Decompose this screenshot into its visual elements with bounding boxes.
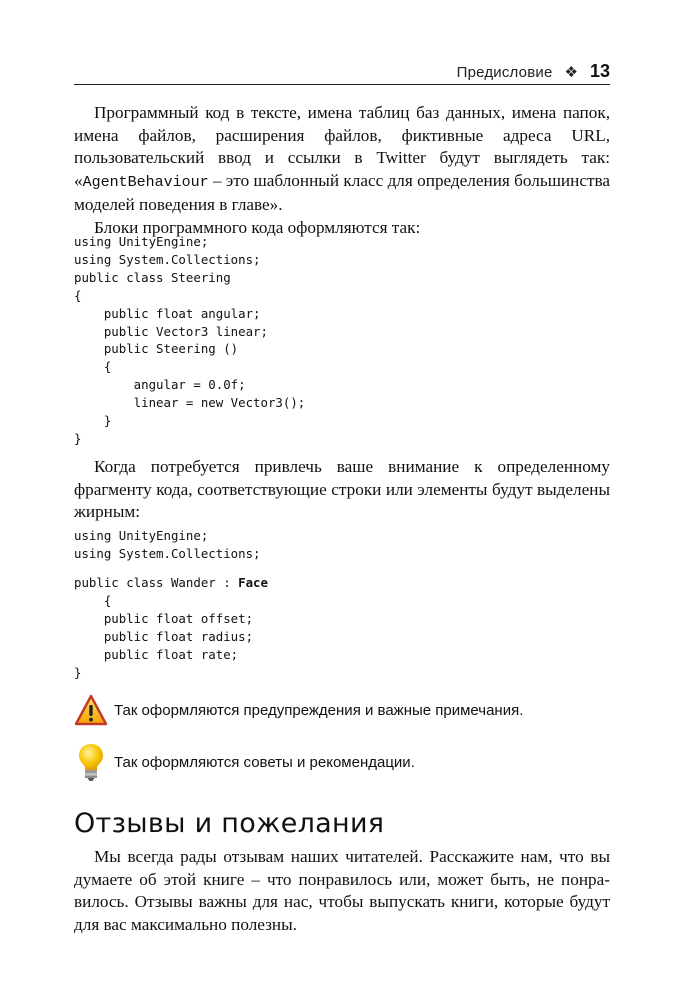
tip-note <box>74 742 610 782</box>
paragraph-feedback: Мы всегда рады отзывам наших читателей. Расскажите нам, что вы думаете об этой книге – что понравилось или, может быть, не понравилось. Отзывы важны для нас, чтобы выпускать книги, которые будут для вас максимально полезны. <box>74 847 610 934</box>
code-block-usings: using UnityEngine; using System.Collections; <box>74 528 261 561</box>
running-head <box>74 60 610 85</box>
intro-block <box>74 102 610 240</box>
inline-code-sample: AgentBehaviour <box>82 173 209 191</box>
paragraph-code-blocks: Блоки программного кода оформляются так: <box>94 217 421 237</box>
paragraph-bold-highlight: Когда потребуется привлечь ваше внимание к определенному фрагменту кода, соответствующие строки или элементы будут выделены жирным: <box>74 457 610 522</box>
paragraph-text: – это шаблонный класс для определения большинства моделей поведения в главе». <box>74 170 610 215</box>
warning-note <box>74 692 610 728</box>
warning-icon <box>74 690 108 730</box>
warning-note-text: Так оформляются предупреждения и важные примечания. <box>114 701 524 719</box>
code-block-steering: using UnityEngine; using System.Collections; public class Steering { public float angular; public Vector3 linear; public Steering () { angular = 0.0f; linear = new Vector3(); } } <box>74 234 306 446</box>
page-number: 13 <box>589 61 610 81</box>
lightbulb-icon <box>74 742 108 782</box>
diamond-separator-icon: ❖ <box>564 64 578 81</box>
paragraph-code-conventions <box>74 102 610 217</box>
tip-note-text: Так оформляются советы и рекомендации. <box>114 753 415 771</box>
running-head-section: Предисловие <box>456 64 553 81</box>
code-line: { public float offset; public float radius; public float rate; } <box>74 592 254 680</box>
code-block-wander <box>74 574 268 681</box>
section-heading: Отзывы и пожелания <box>74 808 385 839</box>
code-bold-highlight: Face <box>238 575 268 590</box>
paragraph-text: Программный код в тексте, имена таблиц баз данных, имена папок, имена файлов, расширения файлов, фиктивные адреса URL, пользовательский ввод и ссылки в Twitter будут выглядеть так: « <box>74 103 610 190</box>
code-line: public class Wander : <box>74 575 239 590</box>
